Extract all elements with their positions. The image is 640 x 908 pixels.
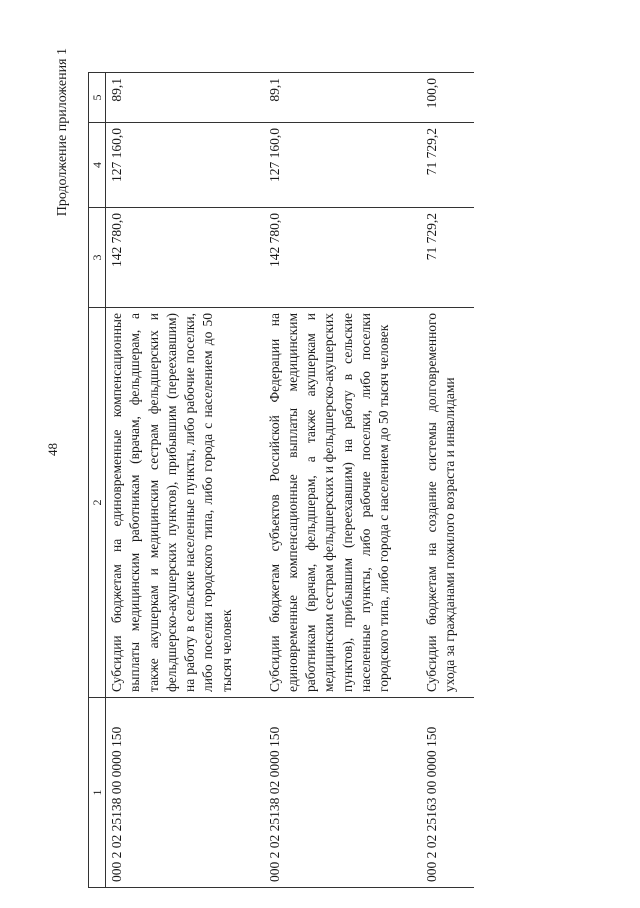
executed-amount-cell: 127 160,0 bbox=[250, 123, 408, 208]
budget-table bbox=[88, 72, 474, 888]
percent-cell: 100,0 bbox=[407, 73, 473, 123]
executed-amount-cell: 127 160,0 bbox=[106, 123, 250, 208]
executed-amount-cell: 71 729,2 bbox=[407, 123, 473, 208]
page-number: 48 bbox=[45, 443, 60, 456]
description-cell: Субсидии бюджетам на единовременные компенсационные выплаты медицинским работникам (врачам, фельдшерам, а также акушеркам и медицинским сестрам фельдшерских и фельдшерско-акушерских пунктов), прибывшим (переехавшим) на работу в сельские населенные пункты, либо рабочие поселки, либо поселки городского типа, либо города с населением до 50 тысяч человек bbox=[106, 308, 250, 698]
continuation-label: Продолжение приложения 1 bbox=[55, 48, 70, 217]
column-header: 4 bbox=[89, 123, 106, 208]
percent-cell: 89,1 bbox=[106, 73, 250, 123]
table-row bbox=[250, 73, 408, 888]
planned-amount-cell: 142 780,0 bbox=[106, 208, 250, 308]
budget-code-cell: 000 2 02 25163 00 0000 150 bbox=[407, 698, 473, 888]
planned-amount-cell: 71 729,2 bbox=[407, 208, 473, 308]
column-header: 5 bbox=[89, 73, 106, 123]
column-header: 2 bbox=[89, 308, 106, 698]
budget-code-cell: 000 2 02 25138 00 0000 150 bbox=[106, 698, 250, 888]
planned-amount-cell: 142 780,0 bbox=[250, 208, 408, 308]
column-header: 3 bbox=[89, 208, 106, 308]
table-header-row bbox=[89, 73, 106, 888]
budget-code-cell: 000 2 02 25138 02 0000 150 bbox=[250, 698, 408, 888]
table-row bbox=[407, 73, 473, 888]
description-cell: Субсидии бюджетам субъектов Российской Федерации на единовременные компенсационные выплаты медицинским работникам (врачам, фельдшерам, а также акушеркам и медицинским сестрам фельдшерских и фельдшерско-акушерских пунктов), прибывшим (переехавшим) на работу в сельские населенные пункты, либо рабочие поселки, либо поселки городского типа, либо города с населением до 50 тысяч человек bbox=[250, 308, 408, 698]
percent-cell: 89,1 bbox=[250, 73, 408, 123]
table-row bbox=[106, 73, 250, 888]
column-header: 1 bbox=[89, 698, 106, 888]
description-cell: Субсидии бюджетам на создание системы долговременного ухода за гражданами пожилого возраста и инвалидами bbox=[407, 308, 473, 698]
